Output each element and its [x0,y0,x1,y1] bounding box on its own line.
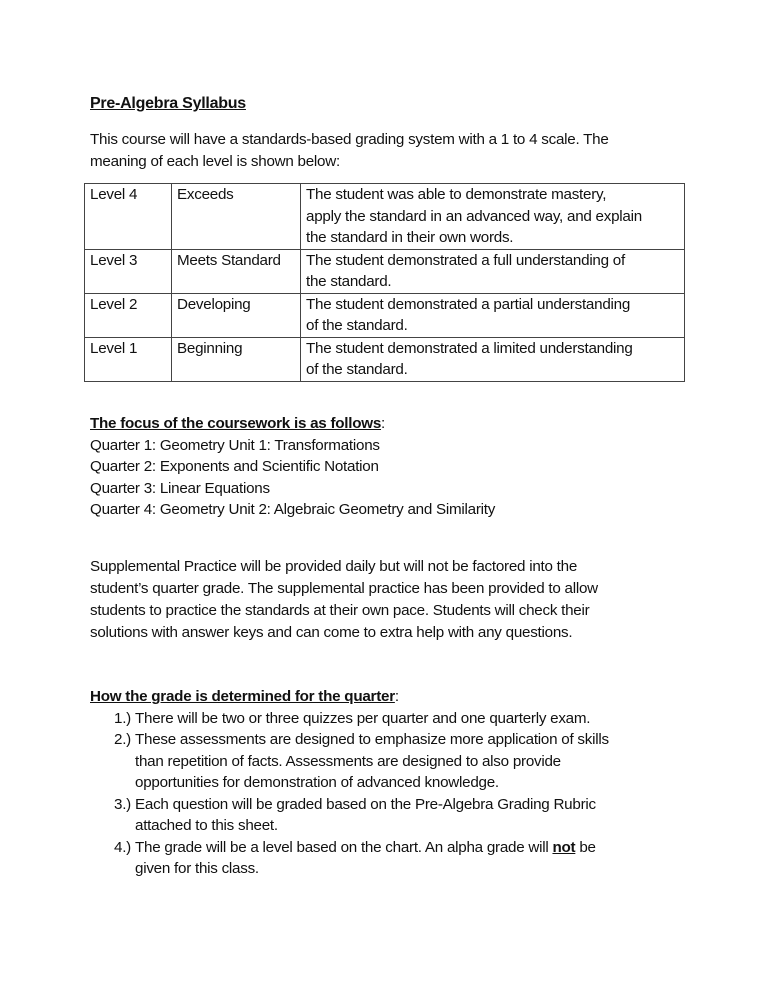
level-cell: Level 3 [85,249,172,293]
focus-heading: The focus of the coursework is as follows [90,415,382,432]
list-text: Each question will be graded based on the Pre-Algebra Grading Rubric [135,795,596,813]
list-continuation: opportunities for demonstration of advanced knowledge. [135,774,499,791]
intro-line: This course will have a standards-based grading system with a 1 to 4 scale. The [90,131,609,148]
quarter-item: Quarter 1: Geometry Unit 1: Transformations [90,436,380,454]
level-cell: Level 1 [85,337,172,381]
description-line: The student demonstrated a partial understanding [306,295,631,313]
grading-heading-line [90,686,609,708]
description-line: The student demonstrated a limited understanding [306,339,633,357]
list-number: 1.) [114,709,131,727]
paragraph-line: Supplemental Practice will be provided daily but will not be factored into the [90,558,578,575]
list-continuation: attached to this sheet. [135,817,278,834]
list-text: These assessments are designed to emphasize more application of skills [135,731,609,748]
page-title: Pre-Algebra Syllabus [90,95,246,112]
list-text: The grade will be a level based on the chart. An alpha grade will [135,838,553,856]
list-text: There will be two or three quizzes per quarter and one quarterly exam. [135,709,591,727]
list-number: 4.) [114,838,131,856]
list-item [90,729,609,751]
list-continuation: given for this class. [135,860,259,877]
grading-heading: How the grade is determined for the quarter [90,688,395,705]
emphasis-not: not [552,838,576,856]
list-continuation: than repetition of facts. Assessments are designed to also provide [135,752,561,770]
description-line: of the standard. [306,317,408,334]
table-row [85,293,685,337]
paragraph-line: solutions with answer keys and can come to extra help with any questions. [90,624,573,641]
heading-colon: : [381,415,386,432]
intro-line: meaning of each level is shown below: [90,153,340,170]
intro-paragraph [90,129,609,173]
description-line: The student demonstrated a full understanding of [306,251,625,269]
grade-determination-section [90,686,609,880]
level-name-cell: Exceeds [172,184,301,250]
level-name-cell: Meets Standard [172,249,301,293]
description-line: the standard. [306,273,392,290]
description-line: The student was able to demonstrate mastery, [306,186,607,203]
paragraph-line: student’s quarter grade. The supplemental practice has been provided to allow [90,580,598,597]
level-cell: Level 2 [85,293,172,337]
quarter-item: Quarter 4: Geometry Unit 2: Algebraic Geometry and Similarity [90,501,496,518]
supplemental-practice-paragraph [90,556,598,644]
quarter-item: Quarter 2: Exponents and Scientific Notation [90,458,379,475]
grading-levels-table [84,183,685,382]
level-description-cell [301,249,685,293]
list-number: 3.) [114,795,131,813]
level-name-cell: Developing [172,293,301,337]
table-row [85,337,685,381]
quarter-item: Quarter 3: Linear Equations [90,479,270,497]
level-description-cell [301,293,685,337]
level-name-cell: Beginning [172,337,301,381]
level-description-cell [301,337,685,381]
description-line: the standard in their own words. [306,229,514,246]
heading-colon: : [394,688,399,705]
focus-heading-line [90,413,495,435]
description-line: apply the standard in an advanced way, and explain [306,207,642,225]
list-text: be [575,838,596,856]
level-cell: Level 4 [85,184,172,250]
list-item [90,708,609,730]
list-item [90,794,609,816]
coursework-focus-section [90,413,495,521]
level-description-cell [301,184,685,250]
list-item [90,837,609,859]
table-row [85,249,685,293]
table-row [85,184,685,250]
paragraph-line: students to practice the standards at their own pace. Students will check their [90,602,590,619]
description-line: of the standard. [306,361,408,378]
list-number: 2.) [114,731,131,748]
